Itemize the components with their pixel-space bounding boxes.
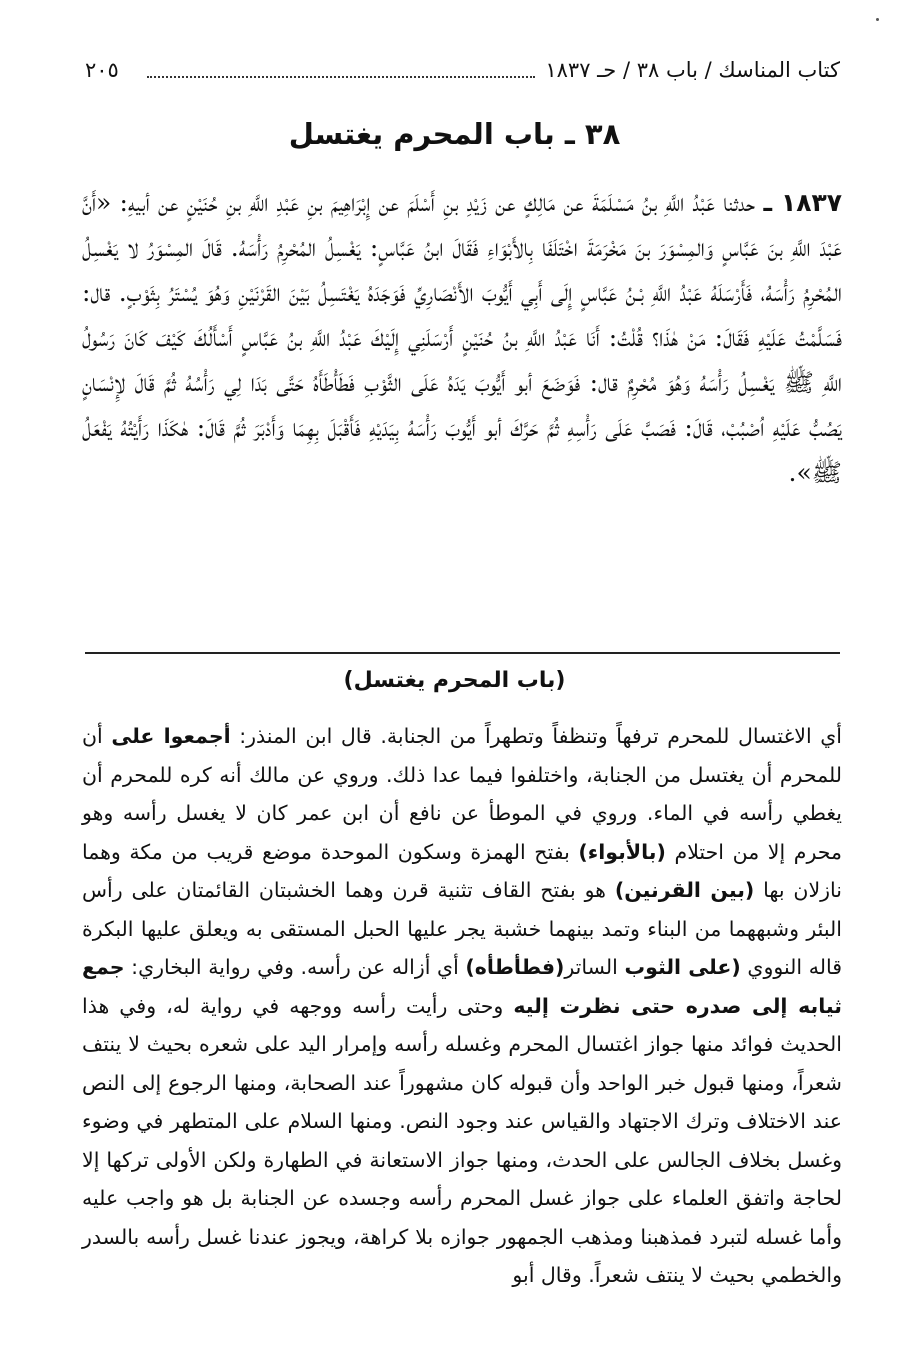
commentary-seg: الساتر xyxy=(564,955,625,979)
commentary-seg: بفتح الهمزة وسكون الموحدة موضع قريب من مكة وهما نازلان بها xyxy=(82,839,842,902)
running-title: كتاب المناسك / باب ٣٨ / حـ ١٨٣٧ xyxy=(545,58,840,82)
hadith-number: ١٨٣٧ ـ xyxy=(763,188,842,217)
chapter-title: ٣٨ ـ باب المحرم يغتسل xyxy=(288,117,621,151)
commentary-seg: وحتى رأيت رأسه ووجهه في رواية له، وفي هذا الحديث فوائد منها جواز اغتسال المحرم وغسله رأسه وإمرار اليد على شعره بحيث لا ينتف شعراً، ومنها قبول خبر الواحد وأن قبوله كان مشهوراً عند الصحابة، ومنها الرجوع إلى النص عند الاختلاف وترك الاجتهاد والقياس عند وجود النص. ومنها السلام على المتطهر في وضوء وغسل بخلاف الجالس على الحدث، ومنها جواز الاستعانة في الطهارة ولكن الأولى تركها إلا لحاجة واتفق العلماء على جواز غسل المحرم رأسه وجسده عن الجنابة بل هو واجب عليه وأما غسله لتبرد فمذهبنا ومذهب الجمهور جوازه بلا كراهة، ويجوز عندنا غسل رأسه بالسدر والخطمي بحيث لا ينتف شعراً. وقال أبو xyxy=(82,993,842,1287)
commentary-title: (باب المحرم يغتسل) xyxy=(343,668,566,693)
commentary-term: (بالأبواء) xyxy=(578,839,666,864)
page-number: ٢٠٥ xyxy=(85,58,119,82)
commentary-term: (على الثوب xyxy=(624,955,741,979)
hadith-body: حدثنا عَبْدُ اللَّهِ بنُ مَسْلَمَةَ عن مَالِكٍ عن زَيْدِ بنِ أَسْلَمَ عن إِبْرَاهِيمَ بنِ عَبْدِ اللَّهِ بنِ حُنَيْنٍ عن أبيهِ: «أَنَّ عَبْدَ اللَّهِ بنَ عَبَّاسٍ وَالمِسْوَرَ بنَ مَخْرَمَةَ اخْتَلَفَا بِالأَبْوَاءِ فَقَالَ ابنُ عَبَّاسٍ: يَغْسِلُ المُحْرِمُ رَأْسَهُ. قَالَ المِسْوَرُ لا يَغْسِلُ المُحْرِمُ رَأْسَهُ، فَأَرْسَلَهُ عَبْدُ اللَّهِ بْـنُ عَبَّاسٍ إِلَى أَبِي أَيُّوبَ الأَنْصَارِيِّ فَوَجَدَهُ يَغْتَسِلُ بَيْنَ القَرْنَيْنِ وَهُوَ يُسْتَرُ بِثَوْبٍ. قال: فَسَلَّمْتُ عَلَيْهِ فَقَالَ: مَنْ هٰذَا؟ قُلْتُ: أَنَا عَبْدُ اللَّهِ بنُ حُنَيْنٍ أَرْسَلَنِي إِلَيْكَ عَبْدُ اللَّهِ بنُ عَبَّاسٍ أَسْأَلُكَ كَيْفَ كَانَ رَسُولُ اللَّهِ ﷺ يَغْسِلُ رَأْسَهُ وَهُوَ مُحْرِمٌ قال: فَوَضَعَ أبو أَيُّوبَ يَدَهُ عَلَى الثَّوْبِ فَطَأْطَأَهُ حَتَّى بَدَا لِي رَأْسُهُ ثُمَّ قَالَ لإِنْسَانٍ يَصُبُّ عَلَيْهِ اُصْبُبْ، قَالَ: فَصَبَّ عَلَى رَأْسِهِ ثُمَّ حَرَّكَ أبو أَيُّوبَ رَأْسَهُ بِيَدَيْهِ فَأَقْبَلَ بِهِمَا وَأَدْبَرَ ثُمَّ قَالَ: هٰكَذَا رَأَيْتُهُ يَفْعَلُ ﷺ». xyxy=(82,188,842,487)
commentary-text xyxy=(82,717,842,1295)
commentary-term: أجمعوا على xyxy=(111,724,231,748)
commentary-term: (بين القرنين) xyxy=(614,878,755,902)
footnote-separator xyxy=(85,652,840,654)
scan-speck xyxy=(876,18,879,21)
dotted-leader xyxy=(147,76,535,78)
commentary-seg: هو بفتح القاف تثنية قرن وهما الخشبتان القائمتان على رأس البئر وشبههما من البناء وتمد بينهما خشبة يجر عليها الحبل المستقى به ويعلق عليها البكرة قاله النووي xyxy=(82,878,842,979)
hadith-text xyxy=(82,180,842,495)
page-header xyxy=(85,58,840,92)
commentary-term: جمع ثيابه إلى صدره حتى نظرت إليه xyxy=(82,955,842,1018)
commentary-seg: أي الاغتسال للمحرم ترفهاً وتنظفاً وتطهراً من الجنابة. قال ابن المنذر: xyxy=(230,724,842,748)
commentary-seg: أي أزاله عن رأسه. وفي رواية البخاري: xyxy=(124,955,466,979)
commentary-seg: أن للمحرم أن يغتسل من الجنابة، واختلفوا فيما عدا ذلك. وروي عن مالك أنه كره للمحرم أن يغطي رأسه في الماء. وروي في الموطأ عن نافع أن ابن عمر كان لا يغسل رأسه وهو محرم إلا من احتلام xyxy=(82,724,843,864)
commentary-term: (فطأطأه) xyxy=(465,955,565,979)
